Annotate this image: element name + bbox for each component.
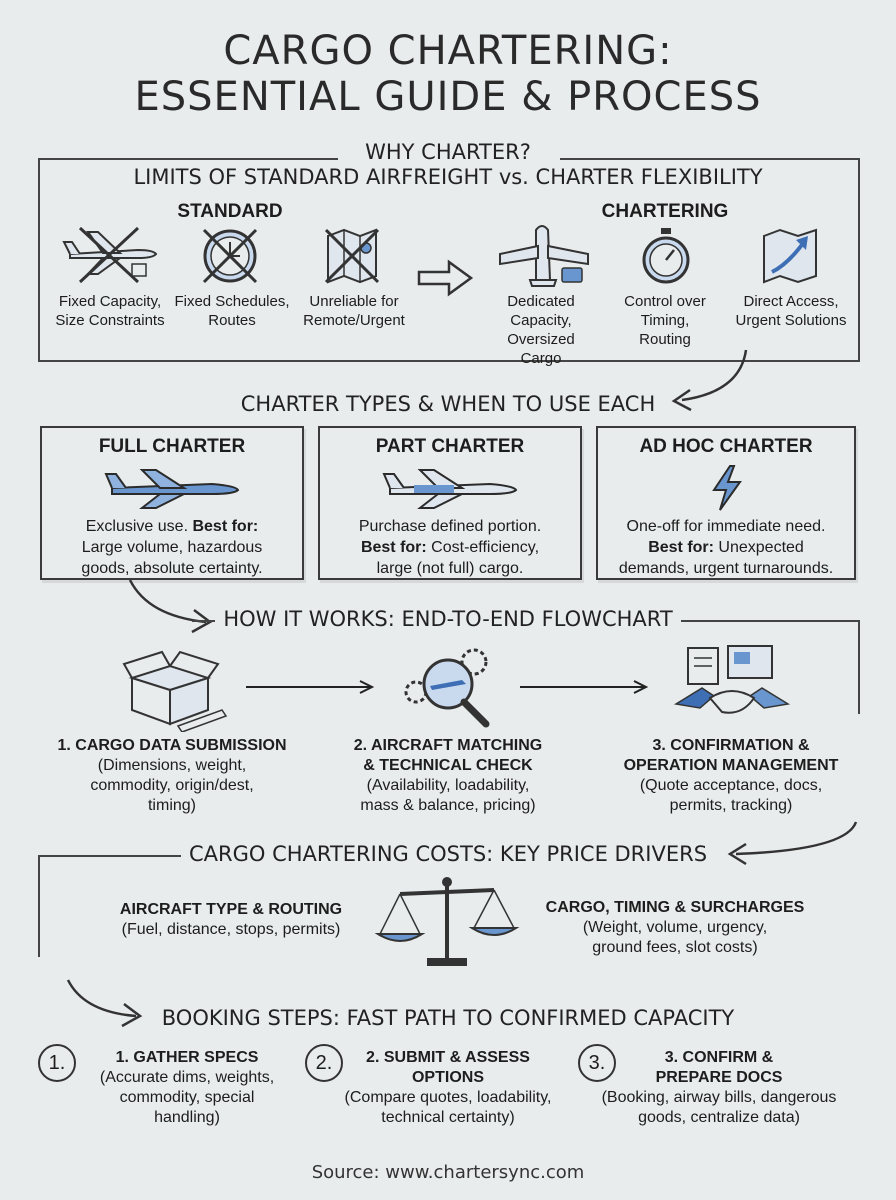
booking-step-1-title: 1. GATHER SPECS [115,1049,259,1066]
ad-hoc-charter-line-2 [598,537,854,558]
part-charter-title: PART CHARTER [375,436,525,457]
standard-item-2-text [170,292,294,330]
cargo-plane-icon [496,224,592,288]
cost-right-title: CARGO, TIMING & SURCHARGES [545,899,805,916]
standard-item-3-line-2: Remote/Urgent [303,312,405,329]
costs-heading: CARGO CHARTERING COSTS: KEY PRICE DRIVERS [181,842,715,866]
full-charter-plane-icon [102,466,242,510]
ad-hoc-charter-title: AD HOC CHARTER [639,436,813,457]
cost-left-text: (Fuel, distance, stops, permits) [121,921,341,938]
cost-driver-left [96,900,366,940]
booking-step-1-line-2: commodity, special [119,1089,255,1106]
flow-heading-wrap [0,607,896,631]
chartering-item-2-line-2: Timing, [640,312,690,329]
full-charter-desc [42,516,302,579]
flow-step-3 [598,736,864,816]
ad-hoc-charter-line-1: One-off for immediate need. [626,518,826,535]
cost-right-line-1: (Weight, volume, urgency, [582,919,768,936]
booking-step-2-title-1: 2. SUBMIT & ASSESS [366,1049,530,1066]
flow-step-1-line-2: commodity, origin/dest, [90,777,254,794]
flow-step-1-line-1: (Dimensions, weight, [97,757,247,774]
flow-step-1-title: 1. CARGO DATA SUBMISSION [57,737,287,754]
costs-heading-wrap [0,842,896,866]
flow-step-2-line-1: (Availability, loadability, [366,777,530,794]
standard-item-1-line-2: Size Constraints [55,312,165,329]
map-arrow-icon [760,228,820,284]
part-charter-line-2 [320,537,580,558]
chartering-item-2-text [610,292,720,349]
booking-step-3-number: 3. [578,1044,616,1082]
stopwatch-icon [638,226,694,286]
flow-step-1 [30,736,314,816]
ad-hoc-charter-desc [598,516,854,579]
magnifier-gears-icon [400,642,500,728]
booking-step-2-line-2: technical certainty) [381,1109,515,1126]
standard-to-charter-arrow-icon [415,258,475,298]
full-charter-line-2: Large volume, hazardous [81,539,263,556]
balance-scale-icon [372,872,522,972]
chartering-item-2-line-3: Routing [639,331,691,348]
flow-step-1-line-3: timing) [147,797,196,814]
flow-step-2-title-1: 2. AIRCRAFT MATCHING [353,737,543,754]
full-charter-line-1a: Exclusive use. [85,518,193,535]
crossed-map-icon [322,226,382,286]
flow-heading: HOW IT WORKS: END-TO-END FLOWCHART [215,607,680,631]
standard-label: STANDARD [177,201,283,222]
chartering-item-1-line-1: Dedicated [507,293,575,310]
chartering-item-1-line-2: Capacity, Oversized [507,312,575,348]
title-line-2: ESSENTIAL GUIDE & PROCESS [134,74,762,120]
chartering-item-3-line-1: Direct Access, [743,293,839,310]
flow-step-3-line-1: (Quote acceptance, docs, [639,777,823,794]
booking-heading-wrap [0,1006,896,1030]
ad-hoc-charter-line-3: demands, urgent turnarounds. [618,560,834,577]
booking-heading: BOOKING STEPS: FAST PATH TO CONFIRMED CAPACITY [154,1006,742,1030]
chartering-label: CHARTERING [601,201,729,222]
why-heading-2: LIMITS OF STANDARD AIRFREIGHT vs. CHARTER FLEXIBILITY [125,165,770,189]
booking-step-2 [330,1048,566,1128]
booking-step-2-number: 2. [305,1044,343,1082]
ad-hoc-charter-best-for: Best for: [648,539,714,556]
chartering-item-3-line-2: Urgent Solutions [735,312,847,329]
full-charter-line-3: goods, absolute certainty. [81,560,263,577]
why-heading [0,140,896,164]
standard-item-2-line-1: Fixed Schedules, [174,293,290,310]
full-charter-card [40,426,304,580]
crossed-plane-icon [58,224,162,284]
standard-item-3-line-1: Unreliable for [309,293,399,310]
part-charter-line-2a: Cost-efficiency, [426,539,540,556]
flow-arrow-1-icon [246,680,376,694]
types-heading: CHARTER TYPES & WHEN TO USE EACH [233,392,664,416]
flow-step-2-title-2: & TECHNICAL CHECK [363,757,533,774]
part-charter-card [318,426,582,580]
standard-item-3-text [292,292,416,330]
booking-step-3-title-1: 3. CONFIRM & [664,1049,774,1066]
flow-step-3-title-1: 3. CONFIRMATION & [652,737,810,754]
part-charter-line-1: Purchase defined portion. [358,518,542,535]
cost-left-title: AIRCRAFT TYPE & ROUTING [119,901,343,918]
cost-right-line-2: ground fees, slot costs) [592,939,758,956]
part-charter-line-3: large (not full) cargo. [376,560,524,577]
part-charter-best-for: Best for: [360,539,427,556]
booking-step-2-title-2: OPTIONS [411,1069,484,1086]
chartering-item-3-text [724,292,858,330]
booking-step-1-line-3: handling) [154,1109,220,1126]
standard-item-1-line-1: Fixed Capacity, [58,293,162,310]
chartering-item-1-text [478,292,604,368]
part-charter-plane-icon [380,466,520,510]
booking-step-1 [76,1048,298,1128]
booking-step-3 [584,1048,854,1128]
standard-item-1-text [48,292,172,330]
booking-step-3-title-2: PREPARE DOCS [655,1069,783,1086]
booking-step-2-line-1: (Compare quotes, loadability, [344,1089,552,1106]
standard-item-2-line-2: Routes [208,312,256,329]
ad-hoc-charter-card [596,426,856,580]
full-charter-line-1 [42,516,302,537]
flow-step-3-line-2: permits, tracking) [669,797,793,814]
why-subheading-wrap [0,165,896,189]
booking-step-1-line-1: (Accurate dims, weights, [99,1069,275,1086]
cargo-box-icon [118,644,228,732]
chartering-item-2-line-1: Control over [624,293,706,310]
flow-step-2 [316,736,580,816]
flow-step-3-title-2: OPERATION MANAGEMENT [623,757,839,774]
full-charter-title: FULL CHARTER [98,436,246,457]
full-charter-best-for: Best for: [192,518,259,535]
why-heading-1: WHY CHARTER? [357,140,539,164]
source-footer: Source: www.chartersync.com [311,1162,585,1183]
booking-step-3-line-2: goods, centralize data) [638,1109,800,1126]
flow-step-2-line-2: mass & balance, pricing) [360,797,536,814]
title-line-1: CARGO CHARTERING: [223,28,673,74]
chartering-item-1-line-3: Cargo [520,350,562,367]
lightning-icon [706,464,746,512]
crossed-clock-icon [200,226,260,286]
booking-step-3-line-1: (Booking, airway bills, dangerous [601,1089,837,1106]
handshake-docs-icon [672,644,792,728]
booking-step-1-number: 1. [38,1044,76,1082]
flow-arrow-2-icon [520,680,650,694]
page-title [0,28,896,120]
part-charter-desc [320,516,580,579]
ad-hoc-charter-line-2a: Unexpected [713,539,804,556]
cost-driver-right [530,898,820,958]
types-heading-wrap [0,392,896,416]
